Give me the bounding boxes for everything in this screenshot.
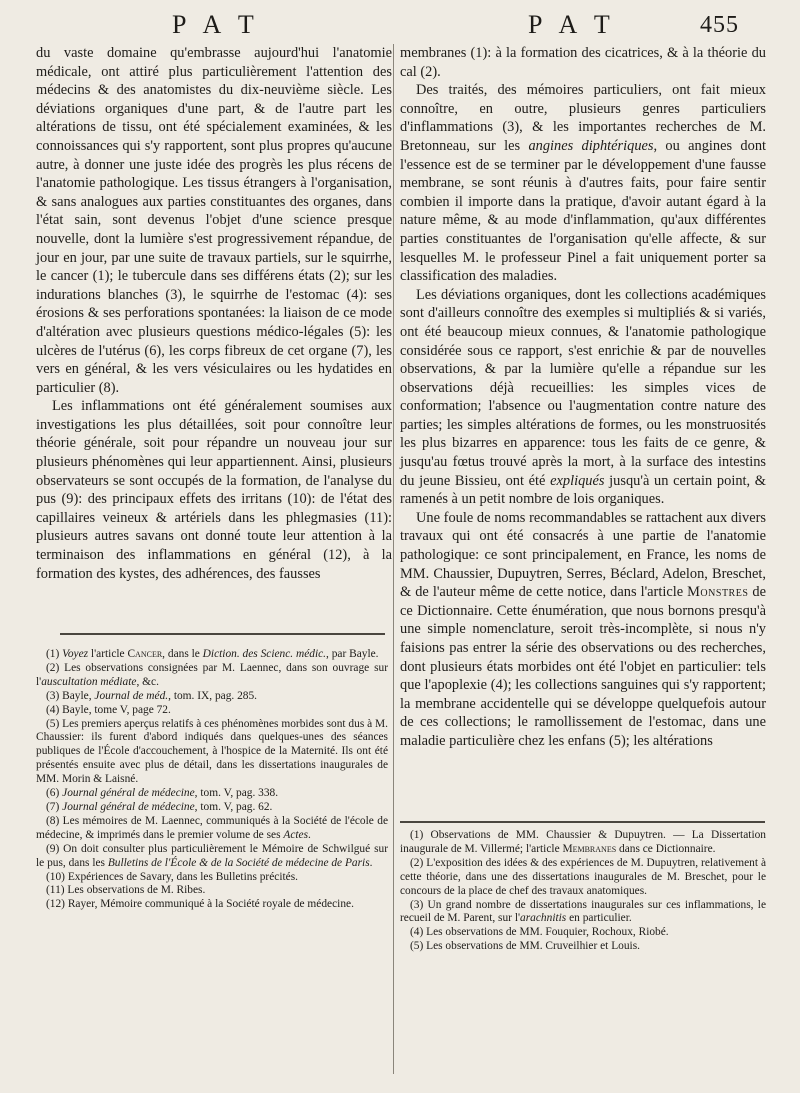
fn-l6-b: , tom. V, pag. 338.	[194, 787, 279, 800]
footnote-left-9	[36, 843, 388, 871]
right-paragraph-2	[400, 81, 766, 286]
right-p3-text-b: jusqu'à un certain point, & ramenés à un petit nombre de lois organiques.	[400, 472, 766, 508]
left-column	[36, 44, 392, 583]
fn-r3-a: (3) Un grand nombre de dissertations inaugurales sur ces inflammations, le recueil de M. Parent, sur l'	[400, 898, 766, 925]
fn-l6-it: Journal général de médecine	[62, 787, 195, 800]
right-paragraph-3	[400, 286, 766, 509]
fn-l3-a: (3) Bayle,	[46, 689, 95, 702]
fn-l1-sc: Cancer	[127, 648, 163, 660]
footnote-left-11: (11) Les observations de M. Ribes.	[46, 884, 206, 897]
right-paragraph-4	[400, 509, 766, 751]
fn-l8-b: .	[308, 828, 311, 841]
footnote-left-4: (4) Bayle, tome V, page 72.	[46, 703, 171, 716]
fn-l6-a: (6)	[46, 787, 63, 800]
fn-r1-sc: Membranes	[562, 842, 617, 855]
footnote-left-7	[36, 801, 388, 815]
footnote-left-5: (5) Les premiers aperçus relatifs à ces phénomènes morbides sont dus à M. Chaussier: ils furent d'abord indiqués dans quelques-unes des séances publiques de l'École d'accouchement, à l'hospice de la Maternité. Ils ont été présentés ensuite avec plus de détail, dans les dissertations inaugurales de MM. Morin & Laisné.	[36, 717, 388, 786]
right-column	[400, 44, 766, 751]
footnotes-right	[400, 829, 766, 954]
column-divider	[393, 44, 394, 1074]
fn-l8-it: Actes	[283, 828, 309, 841]
fn-l1-b: l'article	[88, 648, 128, 660]
footnotes-left	[36, 648, 388, 912]
fn-l3-it: Journal de méd.	[94, 689, 169, 702]
footnote-right-5: (5) Les observations de MM. Cruveilhier et Louis.	[410, 940, 640, 953]
right-p4-smallcaps: Monstres	[687, 584, 749, 601]
fn-l1-a: (1)	[46, 648, 63, 660]
right-p2-text-a: Des traités, des mémoires particuliers, ont fait mieux connoître, en outre, plusieurs genres particuliers d'inflammations (3), & les importantes recherches de M. Bretonneau, sur les	[400, 82, 766, 154]
fn-l7-b: , tom. V, pag. 62.	[194, 800, 273, 813]
footnote-left-12: (12) Rayer, Mémoire communiqué à la Société royale de médecine.	[46, 898, 354, 911]
footnote-right-4: (4) Les observations de MM. Fouquier, Rochoux, Riobé.	[410, 926, 669, 939]
left-paragraph-2: Les inflammations ont été généralement soumises aux investigations les plus détaillées, soit pour connoître leur théorie générale, soit pour répandre un nouveau jour sur plusieurs phénomènes qui leur appartiennent. Ainsi, plusieurs observateurs se sont occupés de la formation, de l'analyse du pus (9): des principaux effets des irritans (10): de l'état des capillaires veineux & artériels dans les phlegmasies (11): plusieurs autres savans ont donné toute leur attention à la terminaison des inflammations en général (12), à la formation des kystes, des adhérences, des fausses	[36, 398, 392, 582]
fn-r3-it: arachnitis	[520, 912, 567, 925]
fn-l1-d: , par Bayle.	[326, 648, 379, 660]
fn-l2-a: (2) Les observations consignées par M. Laennec, dans son ouvrage sur l'	[36, 661, 388, 688]
right-p2-italic: angines diphtériques	[528, 137, 654, 154]
footnote-left-1	[36, 648, 388, 662]
left-paragraph-1: du vaste domaine qu'embrasse aujourd'hui l'anatomie médicale, ont attiré plus particulièrement l'attention des médecins & des anatomistes du dix-neuvième siècle. Les déviations organiques d'une part, & de l'autre part les altérations de tissu, ont été spécialement examinées, & les connoissances qui s'y rapportent, sont plus propres qu'aucune autre, à donner une juste idée des progrès les plus récens de l'anatomie pathologique. Les tissus étrangers à l'organisation, & sans analogues aux parties constituantes des organes, dans l'état sain, sont devenus l'objet d'une science presque nouvelle, dont la lumière s'est progressivement répandue, de jour en jour, par une suite de travaux partiels, sur le squirrhe, le cancer (1); le tubercule dans ses différens états (2); sur les indurations blanches (3), le squirrhe de l'estomac (4): ses érosions & ses perforations spontanées: la liaison de ce mode d'altération avec plusieurs questions médico-légales (5): les ulcères de l'utérus (6), les corps fibreux de cet organe (7), les vers en général, & les vers vésiculaires ou les hydatides en particulier (8).	[36, 45, 392, 396]
right-p3-italic: expliqués	[550, 472, 605, 489]
right-p2-text-b: , ou angines dont l'essence est de se terminer par le développement d'une fausse membrane, se sont réunis à d'autres faits, pour faire sentir combien il importe dans la pratique, d'avoir autant égard à la nature même, & au mode d'inflammation, qu'aux différentes parties constituantes de l'organisation qu'elle affecte, & sur lesquelles M. le professeur Pinel a fait uniquement porter sa classification des maladies.	[400, 137, 767, 285]
running-head-right: P A T	[528, 10, 616, 39]
fn-l7-it: Journal général de médecine	[62, 800, 195, 813]
right-p3-text-a: Les déviations organiques, dont les collections académiques sont d'ailleurs connoître des exemples si multipliés & si variés, ont été beaucoup mieux connues, & l'anatomie pathologique considérée sous ce rapport, s'est enrichie & par de nouvelles observations, & par la lumière qu'elle a répandue sur les observations déjà recueillies: les simples vices de conformation; l'absence ou l'augmentation contre nature des parties; les simples altérations de formes, ou les monstruosités les plus bizarres en apparence: tous les faits de ce genre, & jusqu'au fœtus trouvé après la mort, à la surface des intestins du jeune Bissieu, ont été	[400, 286, 766, 489]
footnote-rule-right	[400, 821, 765, 823]
right-p4-text-a: Une foule de noms recommandables se rattachent aux divers travaux qui ont été consacrés à une partie de l'anatomie pathologique: ce sont principalement, en France, les noms de MM. Chaussier, Dupuytren, Serres, Béclard, Adelon, Breschet, & de l'auteur même de cette notice, dans l'article	[400, 509, 766, 601]
footnote-left-6	[36, 787, 388, 801]
footnote-left-10: (10) Expériences de Savary, dans les Bulletins précités.	[46, 870, 298, 883]
fn-l7-a: (7)	[46, 800, 63, 813]
fn-l1-c: , dans le	[162, 648, 203, 660]
fn-l2-it: auscultation médiate	[41, 675, 137, 688]
footnote-right-1	[400, 829, 766, 857]
fn-l8-a: (8) Les mémoires de M. Laennec, communiqués à la Société de l'école de médecine, & imprimés dans le premier volume de ses	[36, 814, 388, 841]
fn-l1-it1: Voyez	[62, 648, 89, 660]
footnote-left-8	[36, 815, 388, 843]
footnote-right-2: (2) L'exposition des idées & des expériences de M. Dupuytren, relativement à cette théorie, dans une des dissertations inaugurales de M. Breschet, pour le concours de la place de chef des travaux anatomiques.	[400, 856, 766, 897]
fn-l9-it: Bulletins de l'École & de la Société de médecine de Paris	[107, 856, 370, 869]
page-number: 455	[700, 12, 739, 38]
fn-r1-b: dans ce Dictionnaire.	[616, 842, 716, 855]
right-paragraph-1: membranes (1): à la formation des cicatrices, & à la théorie du cal (2).	[400, 45, 766, 80]
running-head-left: P A T	[172, 10, 260, 39]
fn-r1-a: (1) Observations de MM. Chaussier & Dupuytren. — La Dissertation inaugurale de M. Villermé; l'article	[400, 829, 766, 855]
right-p4-text-b: de ce Dictionnaire. Cette énumération, que nous bornons presqu'à une simple nomenclature, seroit très-incomplète, si nous n'y faisions pas entrer la série des observations ou des recherches, dont plusieurs états morbides ont été l'objet en particulier: tels que l'apoplexie (4); les collections sanguines qui s'y rapportent; la membrane accidentelle qui se développe quelquefois autour de ces collections; le ramollissement de l'estomac, dans une maladie particulière chez les enfans (5); les altérations	[400, 584, 766, 749]
fn-l2-b: , &c.	[136, 675, 159, 688]
footnote-left-3	[36, 690, 388, 704]
footnote-left-2	[36, 662, 388, 690]
fn-r3-b: en particulier.	[566, 912, 632, 925]
fn-l3-b: , tom. IX, pag. 285.	[168, 689, 258, 702]
fn-l9-a: (9) On doit consulter plus particulièrement le Mémoire de Schwilgué sur le pus, dans les	[36, 842, 388, 869]
fn-l9-b: .	[369, 856, 373, 869]
footnote-right-3	[400, 899, 766, 927]
footnote-rule-left	[60, 633, 385, 635]
running-head	[0, 10, 800, 44]
fn-l1-it2: Diction. des Scienc. médic.	[202, 648, 327, 660]
